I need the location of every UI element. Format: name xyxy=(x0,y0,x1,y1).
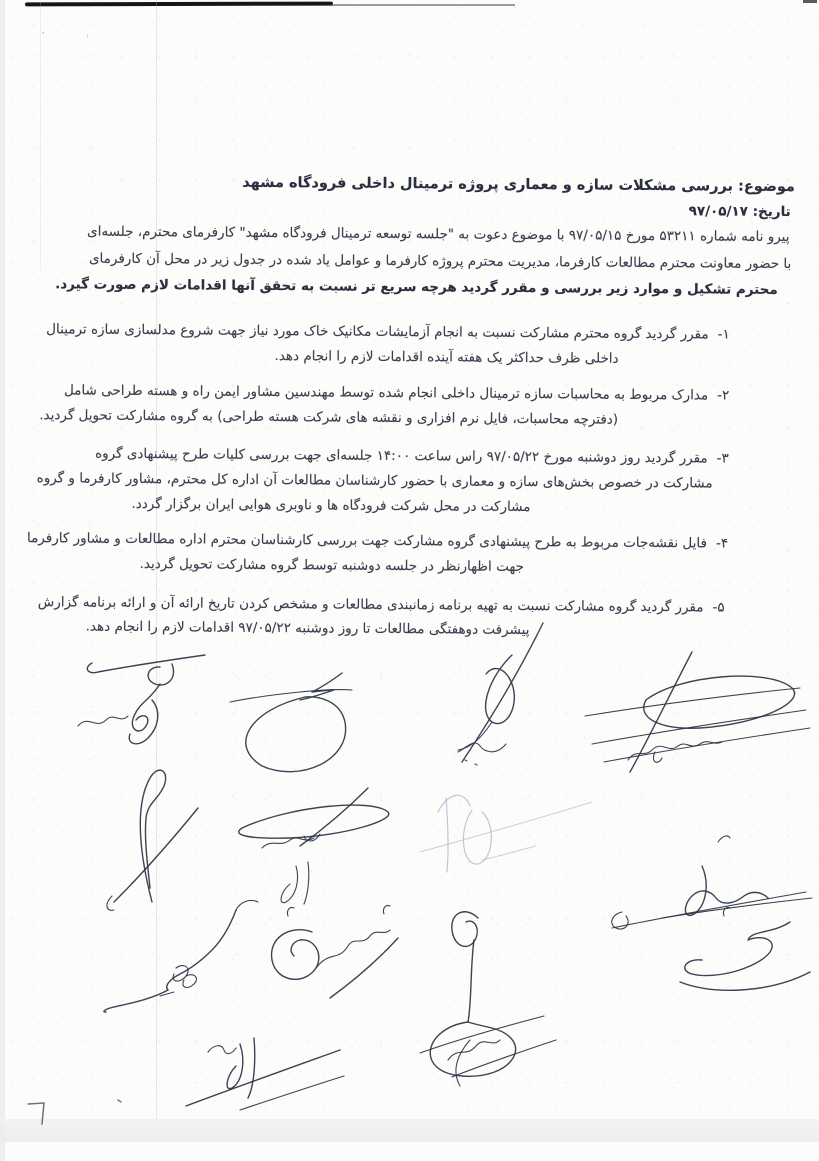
list-item-1-line-1 xyxy=(46,320,730,343)
list-item-5-line-1 xyxy=(38,593,725,616)
list-item-4-line-1 xyxy=(27,529,728,553)
list-item-3-line-2: مشارکت در خصوص بخش‌های سازه و معماری با حضور کارشناسان مطالعات آن اداره کل محترم، مشاور کارفرما و گروه xyxy=(36,470,713,492)
item-1-text: مقرر گردید گروه محترم مشارکت نسبت به انجام آزمایشات مکانیک خاک مورد نیاز جهت شروع مدلسازی سازه ترمینال xyxy=(46,321,709,343)
item-5-number: ۵- xyxy=(712,599,725,616)
item-3-number: ۳- xyxy=(716,450,729,467)
list-item-2-line-2: (دفترچه محاسبات، فایل نرم افزاری و نقشه های شرکت هسته طراحی) به گروه مشارکت تحویل گردید. xyxy=(39,407,619,428)
intro-line-3: محترم تشکیل و موارد زیر بررسی و مقرر گردید هرچه سریع تر نسبت به تحقق آنها اقدامات لازم صورت گیرد. xyxy=(55,276,778,298)
subject-line: موضوع: بررسی مشکلات سازه و معماری پروژه ترمینال داخلی فرودگاه مشهد xyxy=(242,174,796,196)
intro-line-2: با حضور معاونت محترم مطالعات کارفرما، مدیریت محترم پروژه کارفرما و عوامل یاد شده در جدول زیر در محل آن کارفرمای xyxy=(88,250,792,273)
date-line: تاریخ: ۹۷/۰۵/۱۷ xyxy=(688,203,791,221)
item-1-number: ۱- xyxy=(717,326,730,343)
item-4-number: ۴- xyxy=(715,535,729,552)
intro-line-1: پیرو نامه شماره ۵۳۲۱۱ مورخ ۹۷/۰۵/۱۵ با موضوع دعوت به "جلسه توسعه ترمینال فرودگاه مشهد" کارفرمای محترم، جلسه‌ای xyxy=(87,223,790,246)
list-item-1-line-2: داخلی ظرف حداکثر یک هفته آینده اقدامات لازم را انجام دهد. xyxy=(274,348,619,367)
item-3-text: مقرر گردید روز دوشنبه مورخ ۹۷/۰۵/۲۲ راس ساعت ۱۴:۰۰ جلسه‌ای جهت بررسی کلیات طرح پیشنهادی گروه xyxy=(95,445,708,467)
item-5-text: مقرر گردید گروه مشارکت نسبت به تهیه برنامه زمانبندی مطالعات و مشخص کردن تاریخ ارائه آن و ارائه برنامه گزارش xyxy=(37,594,704,616)
list-item-3-line-3: مشارکت در محل شرکت فرودگاه ها و ناوبری هوایی ایران برگزار گردد. xyxy=(131,495,531,516)
item-2-text: مدارک مربوط به محاسبات سازه ترمینال داخلی انجام شده توسط مهندسین مشاور ایمن راه و هسته طراحی شامل xyxy=(63,382,709,404)
item-2-number: ۲- xyxy=(717,387,730,404)
list-item-4-line-2: جهت اظهارنظر در جلسه دوشنبه توسط گروه مشارکت تحویل گردید. xyxy=(139,555,525,576)
item-4-text: فایل نقشه‌جات مربوط به طرح پیشنهادی گروه مشارکت جهت بررسی کارشناسان محترم اداره مطالعات و مشاور کارفرما xyxy=(26,530,708,552)
list-item-5-line-2: پیشرفت دوهفتگی مطالعات تا روز دوشنبه ۹۷/۰۵/۲۲ اقدامات لازم را انجام دهد. xyxy=(85,618,530,639)
list-item-2-line-1 xyxy=(64,381,729,404)
list-item-3-line-1 xyxy=(95,445,729,468)
